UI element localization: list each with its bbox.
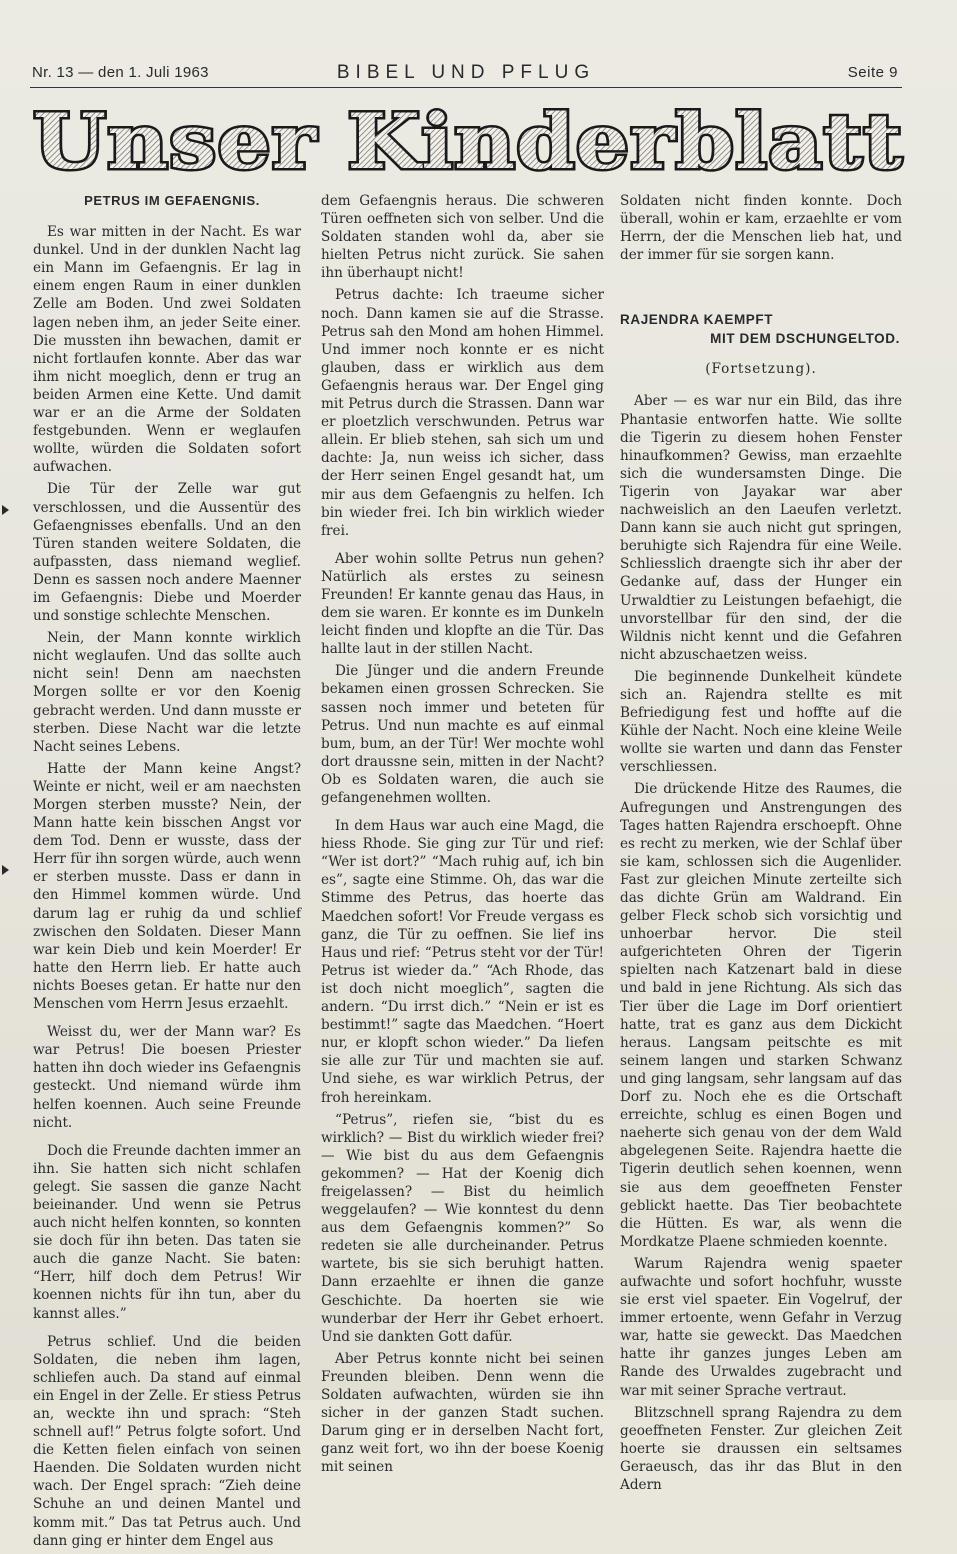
column-3 — [620, 192, 902, 1498]
paragraph: “Petrus”, riefen sie, “bist du es wirklich? — Bist du wirklich wieder frei? — Wie bist du aus dem Gefaengnis gekommen? — Hat der Koenig dich freigelassen? — Bist du heimlich weggelaufen? — Wie konntest du denn aus dem Gefaengnis kommen?” So redeten sie alle durcheinander. Petrus wartete, bis sie sich beruhigt hatten. Dann erzaehlte er ihnen die ganze Geschichte. Da hoerten sie wie wunderbar der Herr ihr Gebet erhoert. Und sie dankten Gott dafür. — [321, 1111, 604, 1345]
column-1 — [33, 192, 301, 1554]
article-title-line-2: MIT DEM DSCHUNGELTOD. — [710, 331, 900, 347]
paragraph: Weisst du, wer der Mann war? Es war Petrus! Die boesen Priester hatten ihn doch wieder ins Gefaengnis gesteckt. Und niemand würde ihm helfen koennen. Auch seine Freunde nicht. — [33, 1024, 301, 1131]
article-subtitle: (Fortsetzung). — [705, 361, 817, 378]
paragraph: Die Jünger und die andern Freunde bekamen einen grossen Schrecken. Sie sassen noch immer und beteten für Petrus. Und nun machte es auf einmal bum, bum, an der Tür! Wer mochte wohl dort draussne sein, mitten in der Nacht? Ob es Soldaten waren, die auch sie gefangenehmen wollten. — [321, 663, 604, 806]
paragraph: Nein, der Mann konnte wirklich nicht weglaufen. Und das sollte auch nicht sein! Denn am naechsten Morgen sollte er vor den Koenig gebracht werden. Und dann musste er sterben. Diese Nacht war die letzte Nacht seines Lebens. — [33, 630, 301, 755]
paragraph: Die drückende Hitze des Raumes, die Aufregungen und Anstrengungen des Tages hatten Rajendra erschoepft. Ohne es recht zu merken, wie der Schlaf über sie kam, schlossen sich die Augenlider. Fast zur gleichen Minute zerteilte sich das dichte Grün am Waldrand. Ein gelber Fleck schob sich vorsichtig und unhoerbar hervor. Die steil aufgerichteten Ohren der Tigerin spielten nach Katzenart bald in diese und bald in jene Richtung. Als sich das Tier über die Lage im Dorf orientiert hatte, trat es ganz aus dem Dickicht heraus. Langsam peitschte es mit seinem langen und starken Schwanz und ging langsam, sehr langsam auf das Dorf zu. Noch ehe es die Ortschaft erreichte, schlug es einen Bogen und naeherte sich genau von der dem Wald abgelegenen Seite. Rajendra haette die Tigerin deutlich sehen koennen, wenn sie aus dem geoeffneten Fenster geblickt haette. Das Tier beobachtete die Hütten. Es war, als wenn die Mordkatze Plaene schmieden koennte. — [620, 781, 902, 1250]
paragraph: Petrus schlief. Und die beiden Soldaten, die neben ihm lagen, schliefen auch. Da stand auf einmal ein Engel in der Zelle. Er stiess Petrus an, weckte ihn und sprach: “Steh schnell auf!” Petrus folgte sofort. Und die Ketten fielen einfach von seinen Haenden. Die Soldaten wurden nicht wach. Der Engel sprach: “Zieh deine Schuhe an und deinen Mantel und komm mit.” Das tat Petrus auch. Und dann ging er hinter dem Engel aus — [33, 1333, 301, 1549]
paragraph: Die Tür der Zelle war gut verschlossen, und die Aussentür des Gefaengnisses ebenfalls. Und an den Türen standen weitere Soldaten, die aufpassten, dass niemand weglief. Denn es sassen noch andere Maenner im Gefaengnis: Diebe und Moerder und sonstige schlechte Menschen. — [33, 481, 301, 625]
paragraph: Blitzschnell sprang Rajendra zu dem geoeffneten Fenster. Zur gleichen Zeit hoerte sie draussen ein seltsames Geraeusch, das ihr das Blut in den Adern — [620, 1404, 902, 1493]
margin-punch-mark — [2, 505, 9, 515]
masthead-title-art — [28, 97, 908, 186]
paragraph: Aber wohin sollte Petrus nun gehen? Natürlich als erstes zu seinesn Freunden! Er kannte genau das Haus, in dem sie waren. Er konnte es im Dunkeln leicht finden und klopfte an die Tür. Das hallte laut in der stillen Nacht. — [321, 550, 604, 658]
paragraph: Die beginnende Dunkelheit kündete sich an. Rajendra stellte es mit Befriedigung fest und hoffte auf die Kühle der Nacht. Noch eine kleine Weile wollte sie warten und dann das Fenster verschliessen. — [620, 668, 902, 776]
paragraph: dem Gefaengnis heraus. Die schweren Türen oeffneten sich von selber. Und die Soldaten standen wohl da, aber sie hielten Petrus nicht zurück. Sie sahen ihn überhaupt nicht! — [321, 193, 604, 282]
column-2 — [321, 192, 604, 1480]
article-title-rajendra — [620, 310, 902, 348]
paragraph: Doch die Freunde dachten immer an ihn. Sie hatten sich nicht schlafen gelegt. Sie sassen die ganze Nacht beieinander. Und wenn sie Petrus auch nicht helfen konnten, so konnten sie doch für ihn beten. Das taten sie auch die ganze Nacht. Sie baten: “Herr, hilf doch dem Petrus! Wir koennen nichts für ihn tun, aber du kannst alles.” — [33, 1142, 301, 1322]
article-title-petrus: PETRUS IM GEFAENGNIS. — [84, 193, 260, 208]
paragraph: Petrus dachte: Ich traeume sicher noch. Dann kamen sie auf die Strasse. Petrus sah den Mond am hohen Himmel. Und immer noch konnte er es nicht glauben, dass er wirklich aus dem Gefaengnis heraus war. Der Engel ging mit Petrus durch die Strassen. Dann war er ploetzlich verschwunden. Petrus war allein. Er blieb stehen, sah sich um und dachte: Ja, nun weiss ich sicher, dass der Herr seinen Engel gesandt hat, um mir aus dem Gefaengnis zu helfen. Ich bin wieder frei. Ich bin wirklich wieder frei. — [321, 287, 604, 539]
margin-punch-mark — [2, 865, 9, 875]
paragraph: In dem Haus war auch eine Magd, die hiess Rhode. Sie ging zur Tür und rief: “Wer ist dort?” “Mach ruhig auf, ich bin es”, sagte eine Stimme. Oh, das war die Stimme des Petrus, das hoerte das Maedchen sofort! Vor Freude vergass es ganz, die Tür zu oeffnen. Sie lief ins Haus und rief: “Petrus steht vor der Tür! Petrus ist wieder da.” “Ach Rhode, das ist doch nicht moeglich”, sagten die andern. “Du irrst dich.” “Nein er ist es bestimmt!” sagte das Maedchen. “Hoert nur, er klopft schon wieder.” Da liefen sie alle zur Tür und machten sie auf. Und siehe, es war wirklich Petrus, der froh hereinkam. — [321, 818, 604, 1106]
paragraph: Hatte der Mann keine Angst? Weinte er nicht, weil er am naechsten Morgen sterben musste? Nein, der Mann hatte kein bisschen Angst vor dem Tod. Denn er wusste, dass der Herr für ihn sorgen würde, auch wenn er sterben musste. Dass er dann in den Himmel kommen würde. Und darum lag er ruhig da und schlief zwischen den Soldaten. Dieser Mann war kein Dieb und kein Moerder! Er hatte den Herrn lieb. Er hatte auch nichts Boeses getan. Er hatte nur den Menschen vom Herrn Jesus erzaehlt. — [33, 760, 301, 1013]
article-title-line-1: RAJENDRA KAEMPFT — [620, 312, 774, 328]
publication-name: BIBEL UND PFLUG — [336, 62, 596, 83]
paragraph: Aber — es war nur ein Bild, das ihre Phantasie entworfen hatte. Wie sollte die Tigerin zu diesem hohen Fenster hinaufkommen? Gewiss, man erzaehlte sich die wundersamsten Dinge. Die Tigerin von Jayakar war aber nachweislich an den Laeufen verletzt. Dann kann sie auch nicht gut springen, beruhigte sich Rajendra für eine Weile. Schliesslich draengte sich ihr aber der Gedanke auf, dass der Hunger ein Urwaldtier zu Leistungen befaehigt, die unvorstellbar für den sind, der die Wildnis nicht kennt und die Gefahren nicht abzuschaetzen weiss. — [620, 393, 902, 663]
issue-date: Nr. 13 — den 1. Juli 1963 — [32, 64, 209, 81]
paragraph: Es war mitten in der Nacht. Es war dunkel. Und in der dunklen Nacht lag ein Mann im Gefaengnis. Er lag in einem engen Raum in einer dunklen Zelle am Boden. Und zwei Soldaten lagen neben ihm, an jeder Seite einer. Die mussten ihn bewachen, damit er nicht fortlaufen konnte. Aber das war ihm nicht moeglich, denn er trug an beiden Armen eine Kette. Und damit war er an die Arme der Soldaten festgebunden. Wenn er weglaufen wollte, würden die Soldaten sofort aufwachen. — [33, 224, 301, 476]
paragraph: Soldaten nicht finden konnte. Doch überall, wohin er kam, erzaehlte er vom Herrn, der die Menschen lieb hat, und der immer für sie sorgen kann. — [620, 193, 902, 264]
paragraph: Aber Petrus konnte nicht bei seinen Freunden bleiben. Denn wenn die Soldaten aufwachten, würden sie ihn sicher in der ganzen Stadt suchen. Darum ging er in derselben Nacht fort, ganz weit fort, wo ihn der boese Koenig mit seinen — [321, 1350, 604, 1476]
page-header — [30, 62, 902, 88]
masthead-title: Unser Kinderblatt — [33, 97, 903, 186]
paragraph: Warum Rajendra wenig spaeter aufwachte und sofort hochfuhr, wusste sie erst viel spaeter. Ein Vogelruf, der immer ertoente, wenn Gefahr in Verzug war, hatte sie geweckt. Das Maedchen hatte ihr ganzes junges Leben am Rande des Urwaldes zugebracht und war mit seiner Sprache vertraut. — [620, 1255, 902, 1399]
page-number: Seite 9 — [847, 64, 898, 81]
masthead — [28, 97, 908, 186]
